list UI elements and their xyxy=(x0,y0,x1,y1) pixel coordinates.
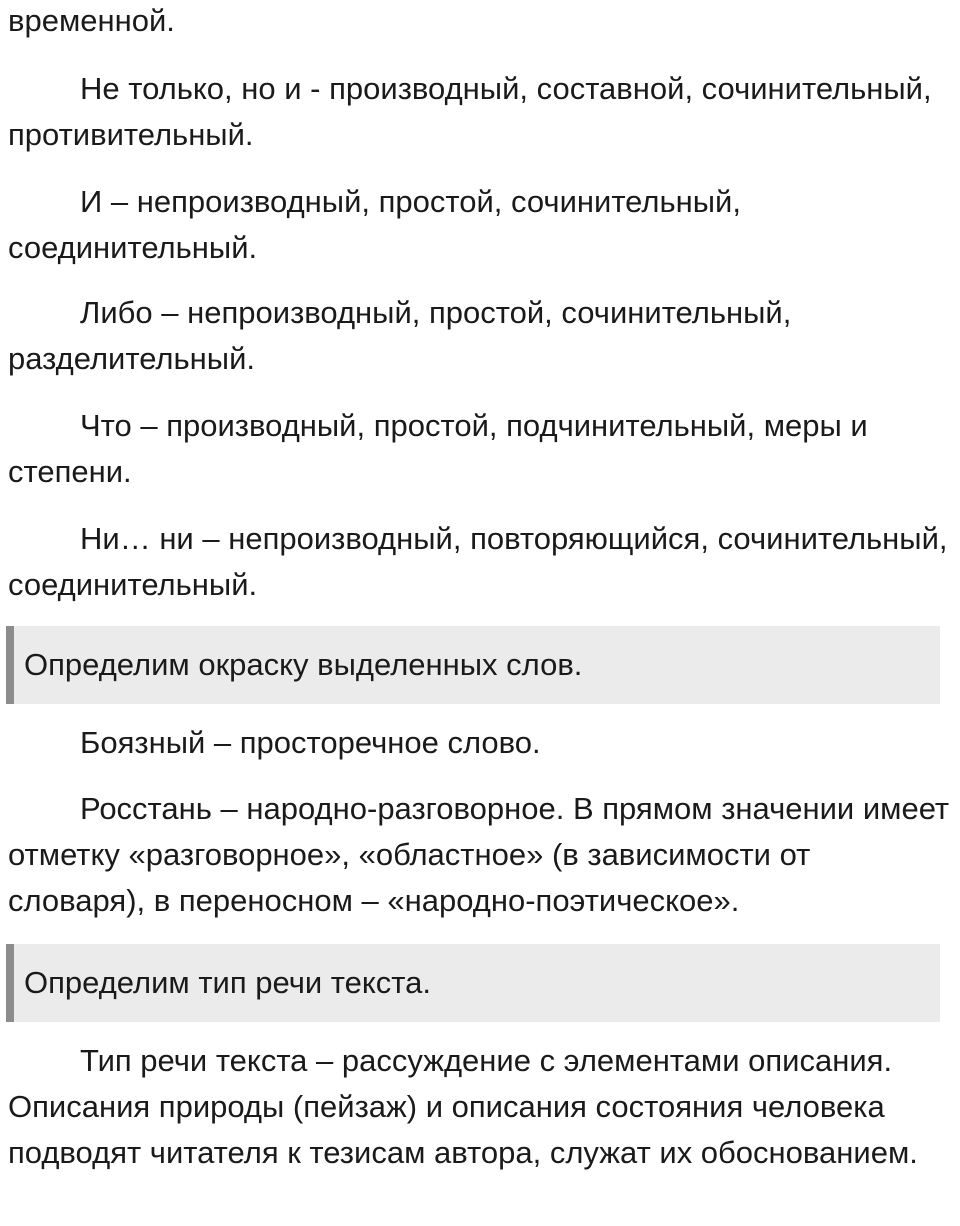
paragraph-libo xyxy=(0,290,960,382)
paragraph-continuation xyxy=(0,0,960,44)
paragraph-i xyxy=(0,179,960,271)
paragraph-text: Боязный – просторечное слово. xyxy=(80,725,541,760)
paragraph-speech-type xyxy=(0,1038,960,1176)
paragraph-text: Что – производный, простой, подчинительный, меры и степени. xyxy=(8,408,868,489)
task-heading-coloring xyxy=(6,626,940,704)
paragraph-text: Ни… ни – непроизводный, повторяющийся, сочинительный, соединительный. xyxy=(8,521,948,602)
paragraph-ne-tolko xyxy=(0,66,960,158)
paragraph-chto xyxy=(0,403,960,495)
paragraph-text: Либо – непроизводный, простой, сочинительный, разделительный. xyxy=(8,295,792,376)
paragraph-rosstan xyxy=(0,786,960,924)
paragraph-text: И – непроизводный, простой, сочинительный, соединительный. xyxy=(8,184,741,265)
paragraph-text: Росстань – народно-разговорное. В прямом значении имеет отметку «разговорное», «областное» (в зависимости от словаря), в переносном – «народно-поэтическое». xyxy=(8,791,950,918)
task-heading-text: Определим тип речи текста. xyxy=(24,965,431,1000)
paragraph-text: Тип речи текста – рассуждение с элементами описания. Описания природы (пейзаж) и описания состояния человека подводят читателя к тезисам автора, служат их обоснованием. xyxy=(8,1043,918,1170)
task-heading-speech-type xyxy=(6,944,940,1022)
task-heading-text: Определим окраску выделенных слов. xyxy=(24,647,583,682)
paragraph-boyazny xyxy=(0,720,960,766)
paragraph-text: Не только, но и - производный, составной, сочинительный, противительный. xyxy=(8,71,932,152)
paragraph-text: временной. xyxy=(8,3,175,38)
paragraph-ni-ni xyxy=(0,516,960,608)
